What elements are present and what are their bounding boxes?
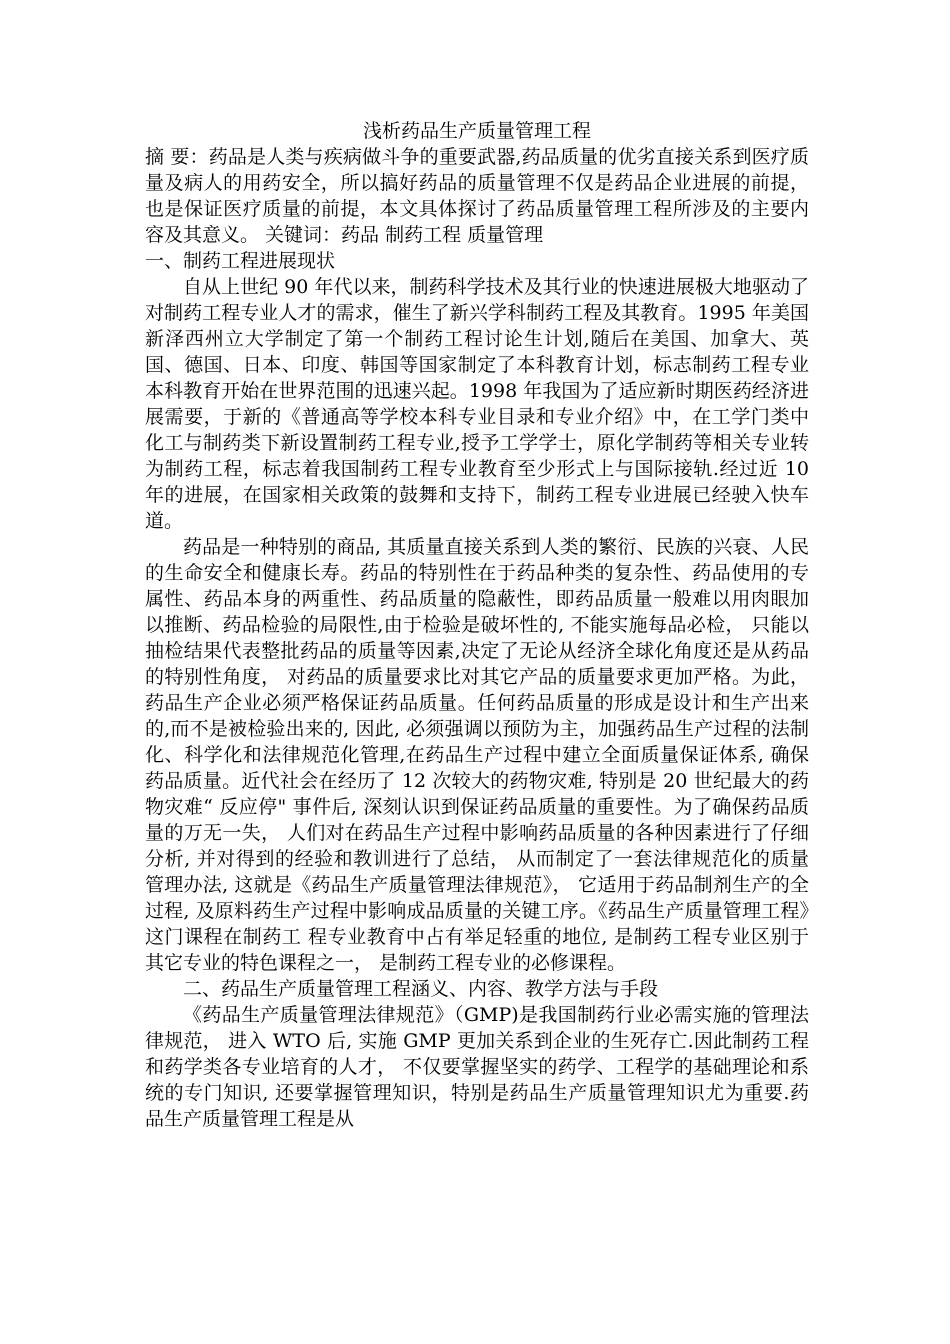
document-title: 浅析药品生产质量管理工程 [362,120,591,142]
section-1-heading: 一、制药工程进展现状 [145,250,336,272]
section-1-paragraph-2: 药品是一种特别的商品, 其质量直接关系到人类的繁衍、民族的兴衰、人民的生命安全和健康长寿。药品的特别性在于药品种类的复杂性、药品使用的专属性、药品本身的两重性、药品质量的隐蔽性，即药品质量一般难以用肉眼加以推断、药品检验的局限性,由于检验是破坏性的, 不能实施每品必检， 只能以抽检结果代表整批药品的质量等因素,决定了无论从经济全球化角度还是从药品的特别性角度， 对药品的质量要求比对其它产品的质量要求更加严格。为此， 药品生产企业必须严格保证药品质量。任何药品质量的形成是设计和生产出来的,而不是被检验出来的, 因此, 必须强调以预防为主，加强药品生产过程的法制化、科学化和法律规范化管理,在药品生产过程中建立全面质量保证体系, 确保药品质量。近代社会在经历了 12 次较大的药物灾难, 特别是 20 世纪最大的药物灾难“ 反应停" 事件后, 深刻认识到保证药品质量的重要性。为了确保药品质量的万无一失， 人们对在药品生产过程中影响药品质量的各种因素进行了仔细分析, 并对得到的经验和教训进行了总结， 从而制定了一套法律规范化的质量管理办法, 这就是《药品生产质量管理法律规范》， 它适用于药品制剂生产的全过程, 及原料药生产过程中影响成品质量的关键工序。《药品生产质量管理工程》这门课程在制药工 程专业教育中占有举足轻重的地位, 是制药工程专业区别于其它专业的特色课程之一， 是制药工程专业的必修课程。 [145,536,809,974]
abstract-paragraph: 摘 要：药品是人类与疾病做斗争的重要武器,药品质量的优劣直接关系到医疗质量及病人的用药安全，所以搞好药品的质量管理不仅是药品企业进展的前提，也是保证医疗质量的前提，本文具体探讨了药品质量管理工程所涉及的主要内容及其意义。 关键词：药品 制药工程 质量管理 [145,146,809,246]
section-1-paragraph-1: 自从上世纪 90 年代以来，制药科学技术及其行业的快速进展极大地驱动了对制药工程专业人才的需求，催生了新兴学科制药工程及其教育。1995 年美国新泽西州立大学制定了第一个制药工程讨论生计划,随后在美国、加拿大、英国、德国、日本、印度、韩国等国家制定了本科教育计划，标志制药工程专业本科教育开始在世界范围的迅速兴起。1998 年我国为了适应新时期医药经济进展需要，于新的《普通高等学校本科专业目录和专业介绍》中，在工学门类中化工与制药类下新设置制药工程专业,授予工学学士，原化学制药等相关专业转为制药工程，标志着我国制药工程专业教育至少形式上与国际接轨.经过近 10 年的进展，在国家相关政策的鼓舞和支持下，制药工程专业进展已经驶入快车道。 [145,276,809,532]
document-page [145,118,809,1132]
section-2-heading: 二、药品生产质量管理工程涵义、内容、教学方法与手段 [183,978,659,1000]
section-2-paragraph-1: 《药品生产质量管理法律规范》（GMP)是我国制药行业必需实施的管理法律规范， 进入 WTO 后, 实施 GMP 更加关系到企业的生死存亡.因此制药工程和药学类各专业培育的人才， 不仅要掌握坚实的药学、工程学的基础理论和系统的专门知识, 还要掌握管理知识，特别是药品生产质量管理知识尤为重要.药品生产质量管理工程是从 [145,1004,809,1130]
